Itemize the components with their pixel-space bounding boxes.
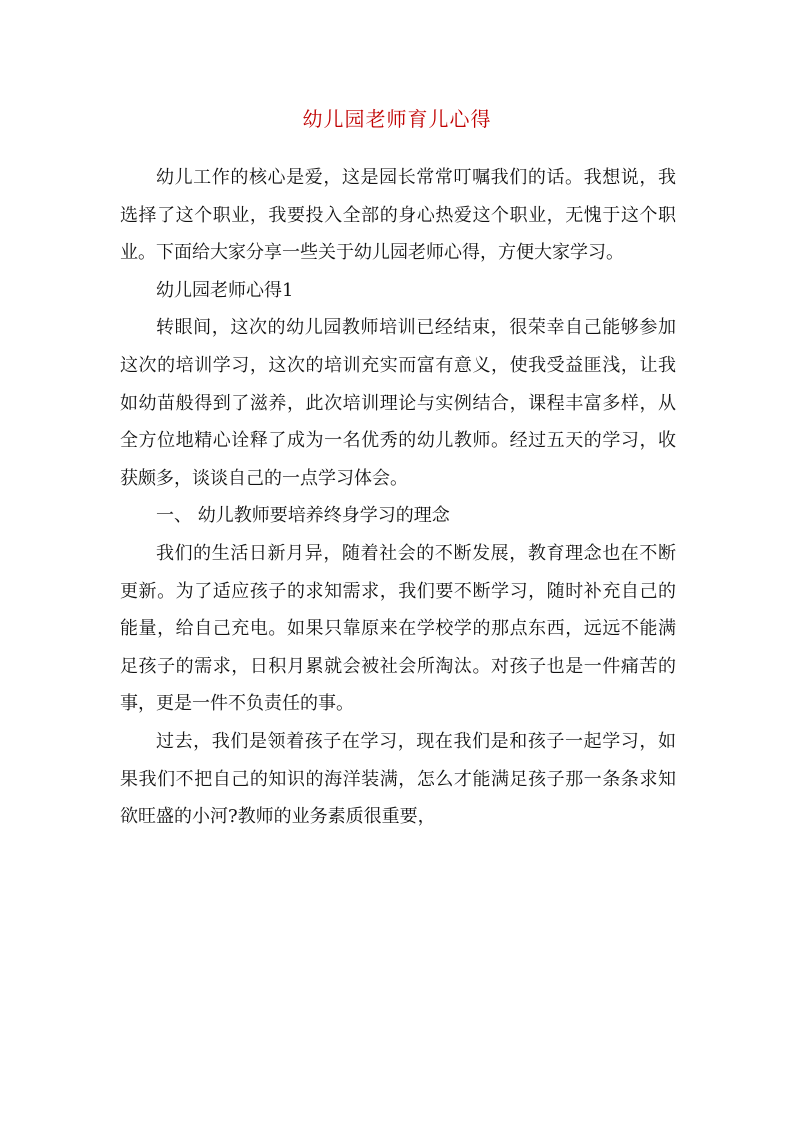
document-body <box>120 159 676 836</box>
paragraph-intro: 幼儿工作的核心是爱，这是园长常常叮嘱我们的话。我想说，我选择了这个职业，我要投入全部的身心热爱这个职业，无愧于这个职业。下面给大家分享一些关于幼儿园老师心得，方便大家学习。 <box>120 167 676 264</box>
section-heading-1: 幼儿园老师心得1 <box>156 279 294 301</box>
paragraph-training: 转眼间，这次的幼儿园教师培训已经结束，很荣幸自己能够参加这次的培训学习，这次的培训充实而富有意义，使我受益匪浅，让我如幼苗般得到了滋养，此次培训理论与实例结合，课程丰富多样，从全方位地精心诠释了成为一名优秀的幼儿教师。经过五天的学习，收获颇多，谈谈自己的一点学习体会。 <box>120 317 676 489</box>
paragraph-learning: 我们的生活日新月异，随着社会的不断发展，教育理念也在不断更新。为了适应孩子的求知需求，我们要不断学习，随时补充自己的能量，给自己充电。如果只靠原来在学校学的那点东西，远远不能满足孩子的需求，日积月累就会被社会所淘汰。对孩子也是一件痛苦的事，更是一件不负责任的事。 <box>120 542 676 715</box>
paragraph-past: 过去，我们是领着孩子在学习，现在我们是和孩子一起学习，如果我们不把自己的知识的海洋装满，怎么才能满足孩子那一条条求知欲旺盛的小河?教师的业务素质很重要， <box>120 730 676 828</box>
document-title: 幼儿园老师育儿心得 <box>302 107 492 131</box>
subheading-lifelong-learning: 一、 幼儿教师要培养终身学习的理念 <box>156 505 450 527</box>
